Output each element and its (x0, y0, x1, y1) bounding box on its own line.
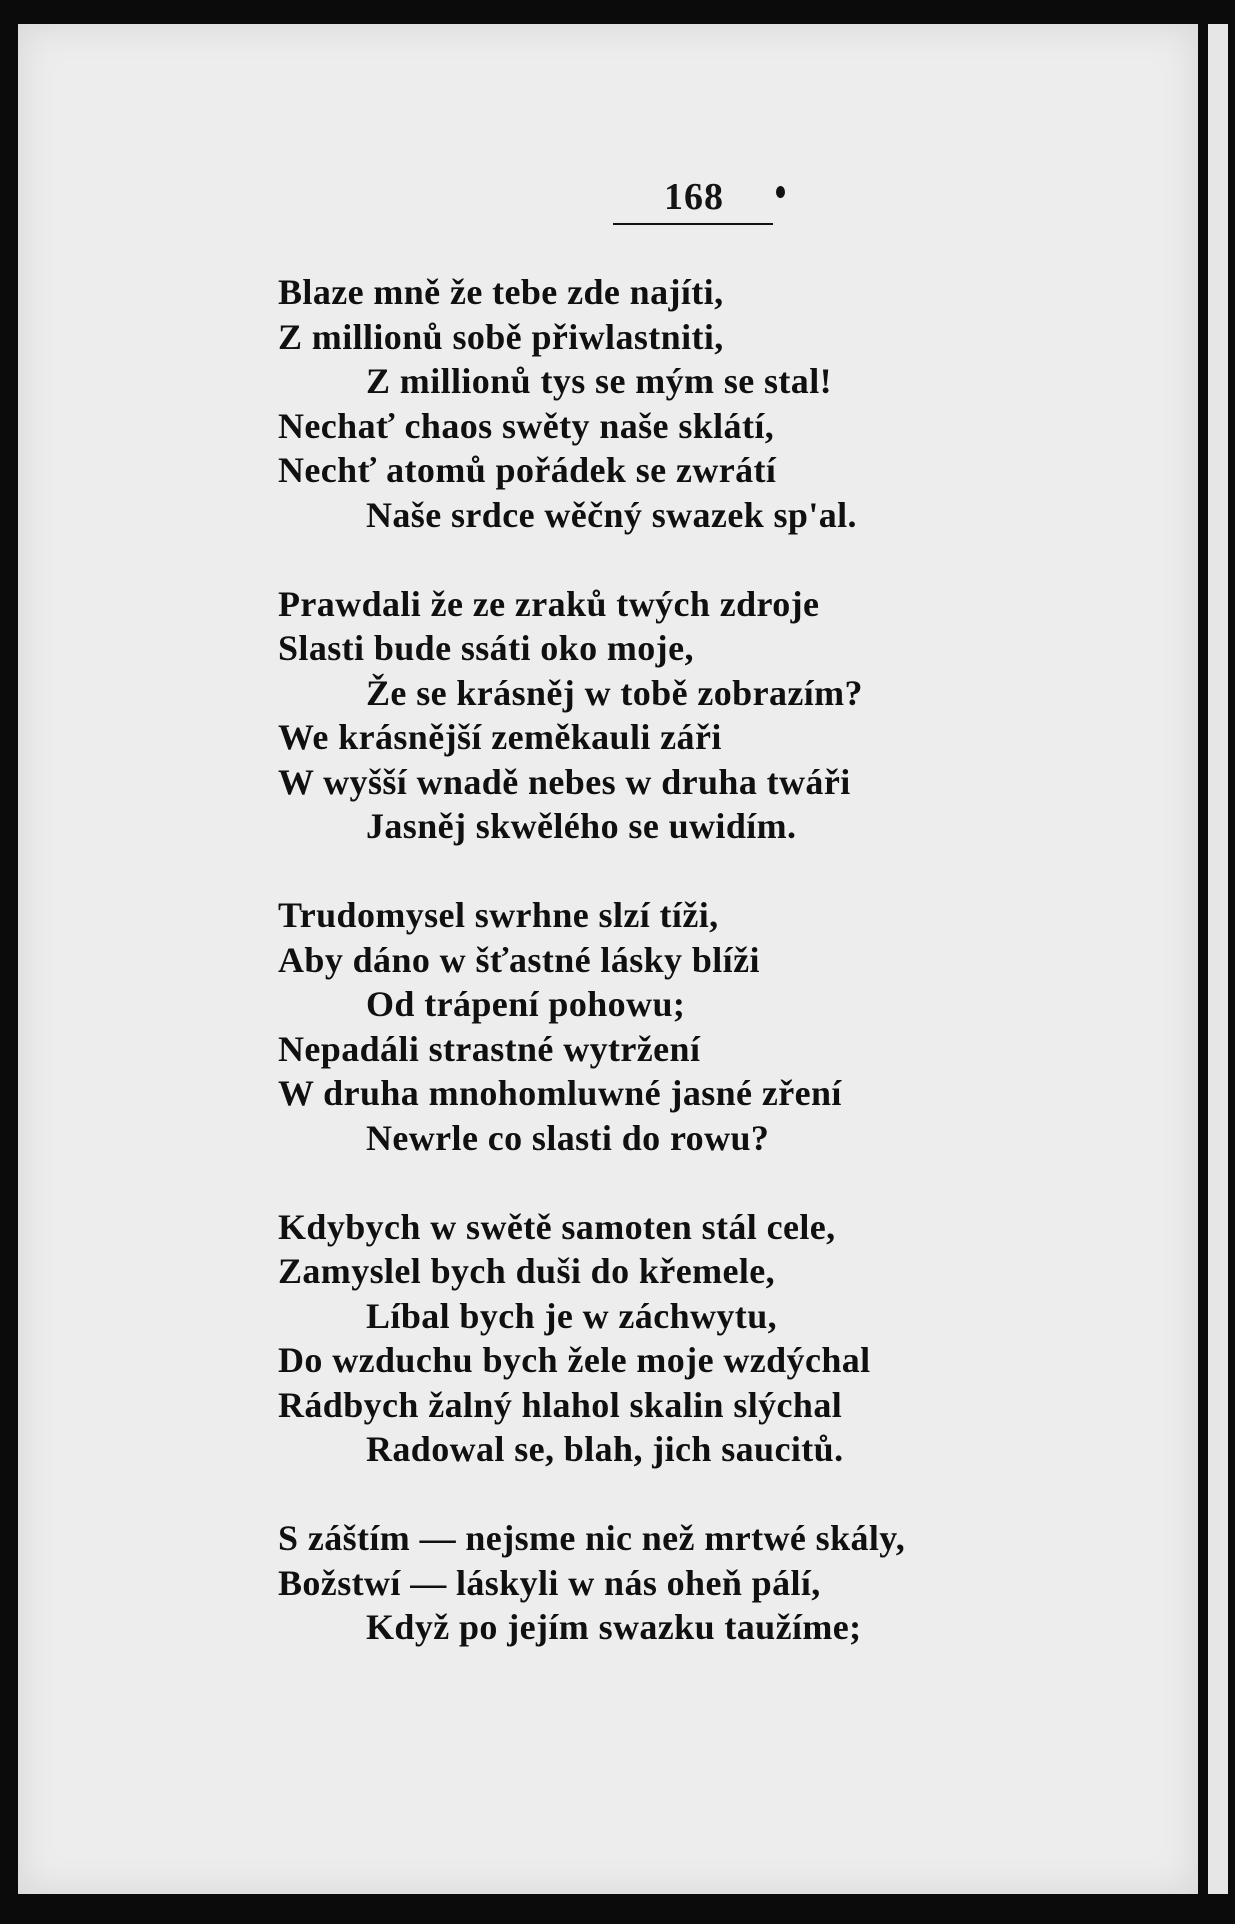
adjacent-page-edge (1208, 24, 1228, 1894)
poem-line: Slasti bude ssáti oko moje, (278, 628, 694, 668)
poem-line: Nechť atomů pořádek se zwrátí (278, 450, 777, 490)
poem-line: Jasněj skwělého se uwidím. (366, 806, 797, 846)
poem-line: We krásnější zeměkauli záři (278, 717, 722, 757)
poem-line: Že se krásněj w tobě zobrazím? (366, 672, 863, 713)
poem-line: Newrle co slasti do rowu? (366, 1117, 770, 1158)
poem-line: Radowal se, blah, jich saucitů. (366, 1429, 844, 1469)
poem-line: Rádbych žalný hlahol skalin slýchal (278, 1384, 843, 1425)
stanza (278, 893, 1078, 1160)
poem-line: Kdybych w swětě samoten stál cele, (278, 1206, 836, 1247)
poem-line: Naše srdce wěčný swazek sp'al. (366, 494, 857, 535)
poem-line: Když po jejím swazku taužíme; (366, 1607, 862, 1647)
poem-line: Líbal bych je w záchwytu, (366, 1295, 778, 1336)
poem-line: Do wzduchu bych žele moje wzdýchal (278, 1340, 871, 1380)
poem-line: Nepadáli strastné wytržení (278, 1028, 701, 1069)
poem-line: Z millionů tys se mým se stal! (366, 361, 832, 401)
poem-line: Blaze mně že tebe zde najíti, (278, 272, 724, 312)
page-number-rule (613, 223, 773, 225)
stanza (278, 1516, 1078, 1650)
ink-speck (776, 186, 785, 198)
poem-line: W druha mnohomluwné jasné zření (278, 1073, 842, 1113)
page-header (614, 178, 774, 216)
stanza (278, 582, 1078, 849)
poem-line: W wyšší wnadě nebes w druha twáři (278, 761, 851, 802)
page-number: 168 (664, 176, 724, 218)
poem-line: Prawdali že ze zraků twých zdroje (278, 583, 820, 624)
poem-line: Od trápení pohowu; (366, 984, 686, 1024)
poem-line: S záštím — nejsme nic než mrtwé skály, (278, 1518, 906, 1558)
poem-text (278, 270, 1078, 1694)
poem-line: Trudomysel swrhne slzí tíži, (278, 895, 719, 935)
poem-line: Aby dáno w šťastné lásky blíži (278, 939, 760, 980)
stanza (278, 1205, 1078, 1472)
poem-line: Božstwí — láskyli w nás oheň pálí, (278, 1562, 821, 1603)
poem-line: Z millionů sobě přiwlastniti, (278, 316, 724, 357)
poem-line: Nechať chaos swěty naše sklátí, (278, 405, 775, 446)
poem-line: Zamyslel bych duši do křemele, (278, 1251, 776, 1291)
stanza (278, 270, 1078, 537)
